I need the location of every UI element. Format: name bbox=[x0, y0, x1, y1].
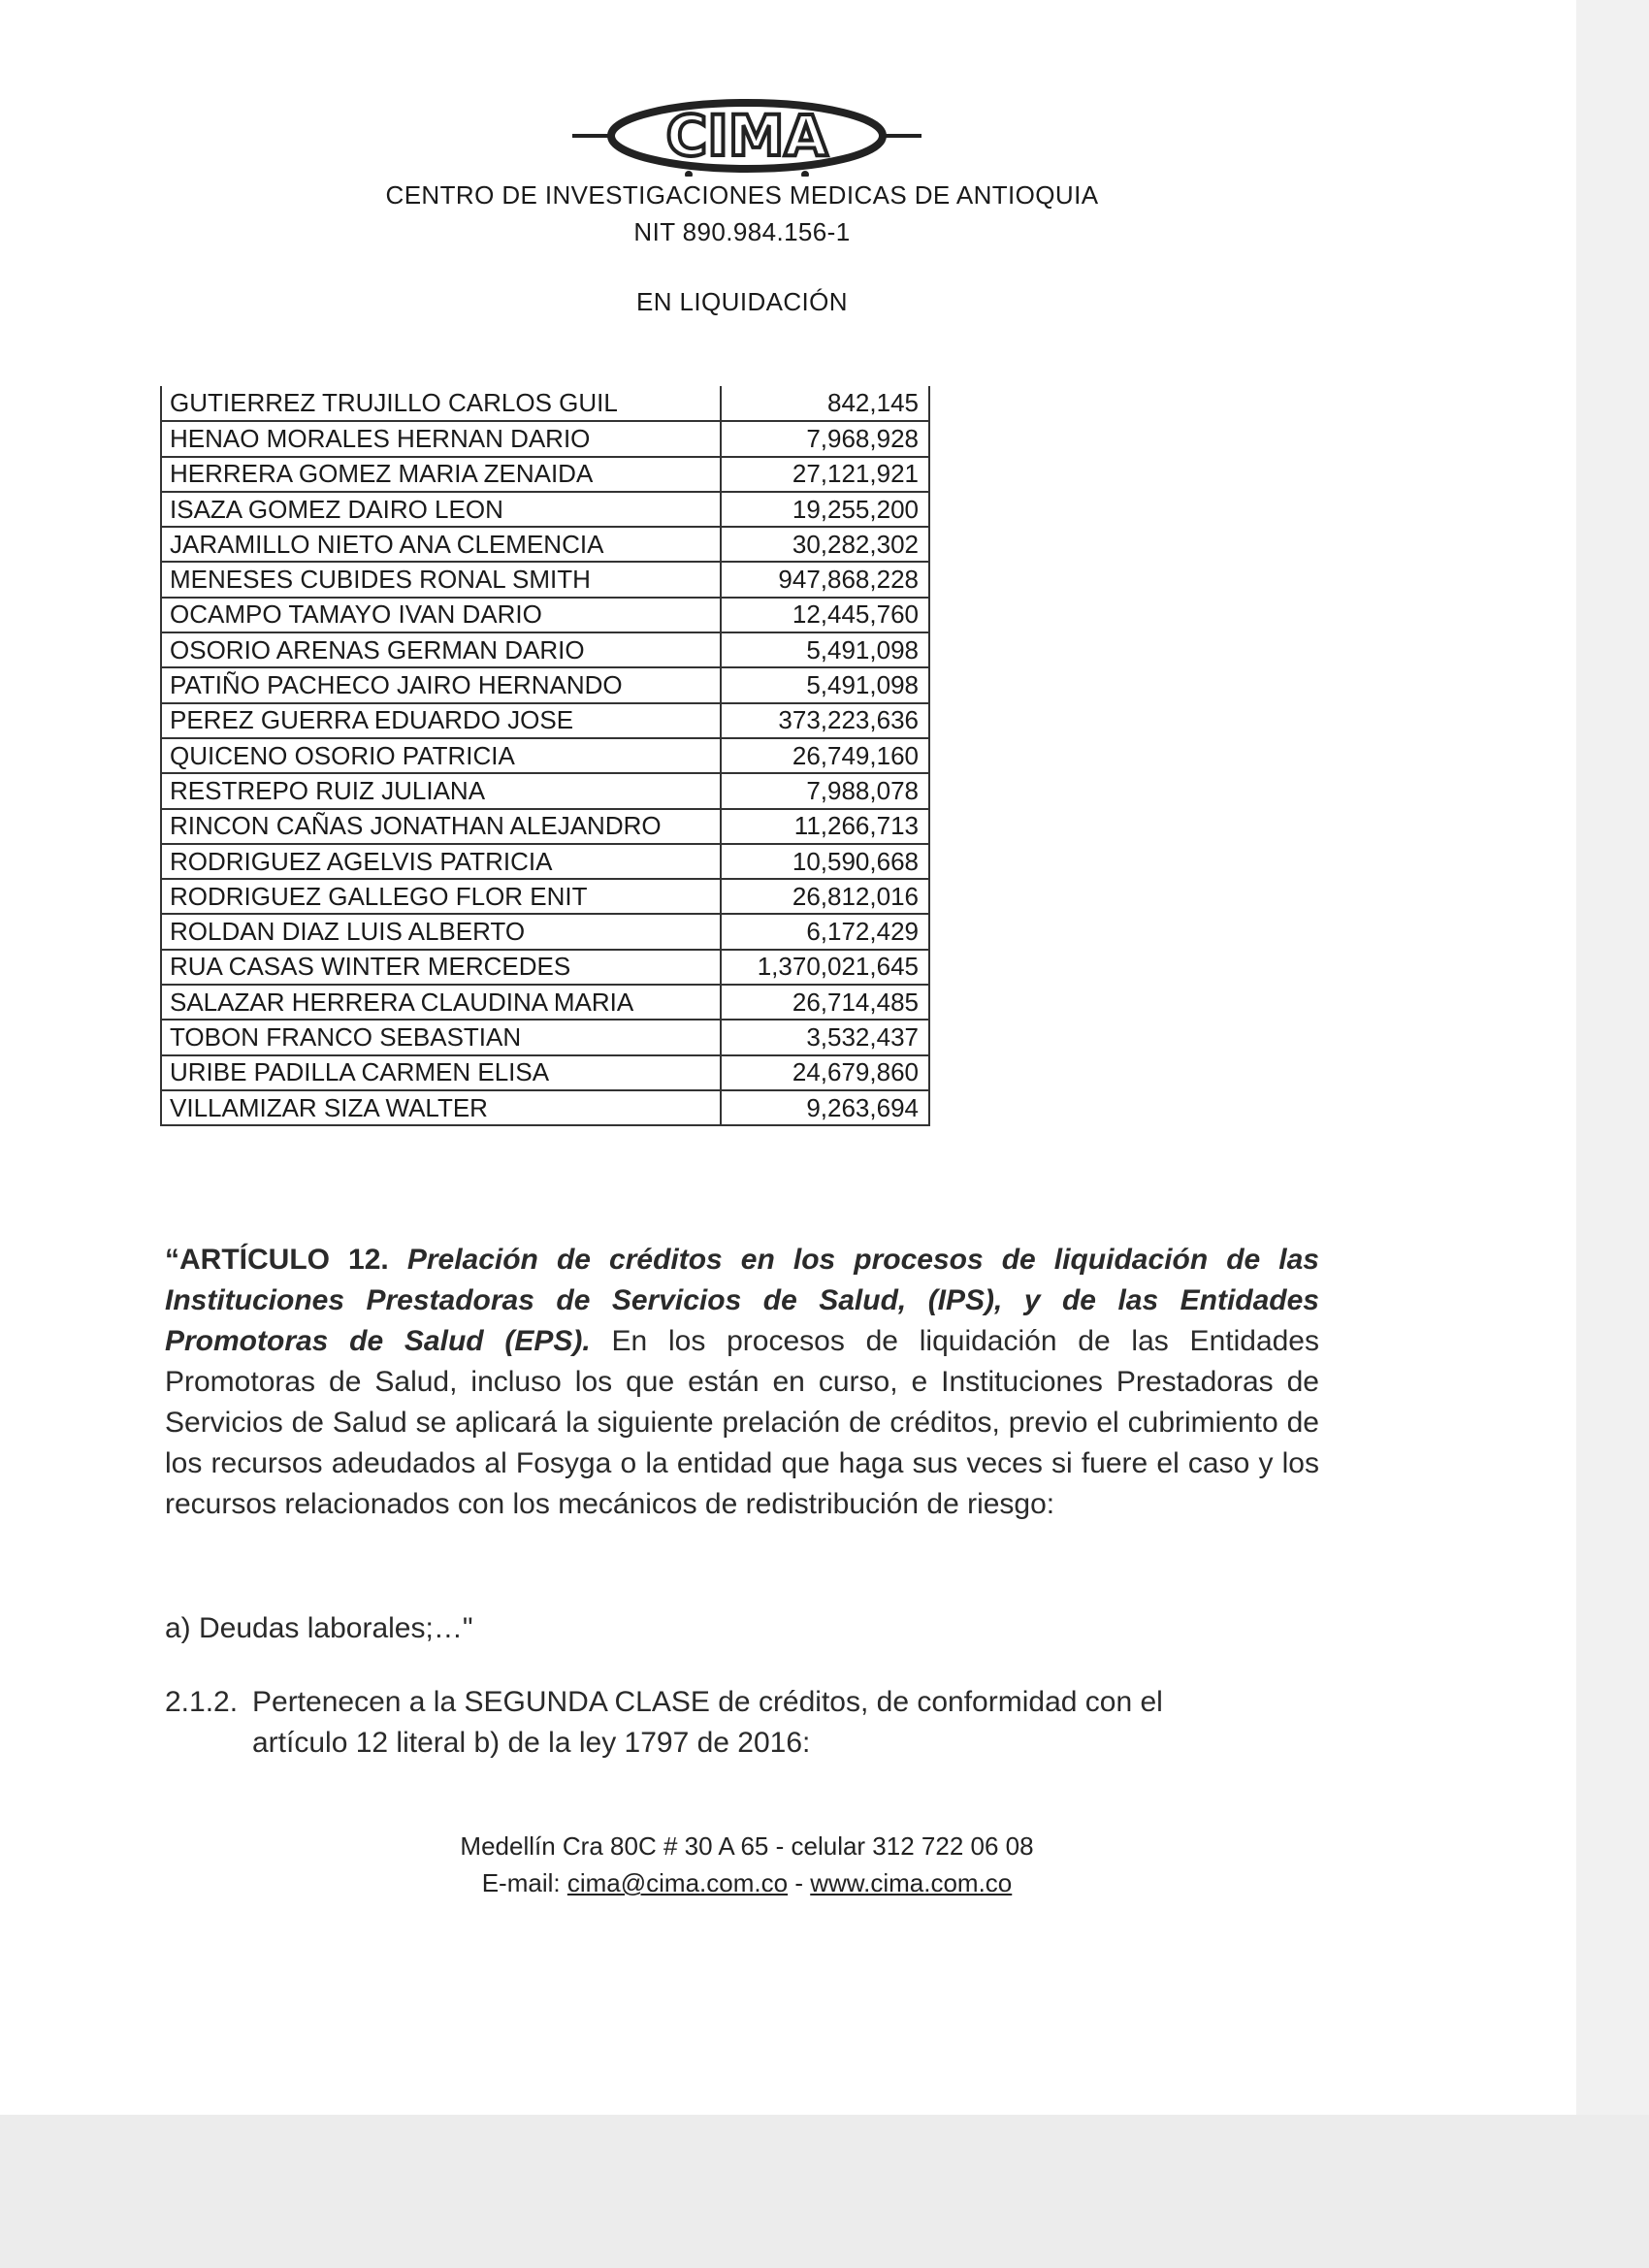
table-row bbox=[161, 492, 929, 527]
liquidation-status: EN LIQUIDACIÓN bbox=[636, 287, 848, 316]
table-row bbox=[161, 386, 929, 421]
table-row bbox=[161, 985, 929, 1020]
creditor-name: OCAMPO TAMAYO IVAN DARIO bbox=[161, 598, 721, 632]
article-12-paragraph bbox=[165, 1240, 1319, 1525]
table-row bbox=[161, 738, 929, 773]
creditor-amount: 842,145 bbox=[721, 386, 929, 421]
creditor-amount: 6,172,429 bbox=[721, 914, 929, 949]
creditor-amount: 24,679,860 bbox=[721, 1055, 929, 1090]
creditor-name: RUA CASAS WINTER MERCEDES bbox=[161, 950, 721, 985]
table-row bbox=[161, 950, 929, 985]
cima-logo bbox=[572, 89, 922, 177]
creditor-name: QUICENO OSORIO PATRICIA bbox=[161, 738, 721, 773]
clause-line-2: artículo 12 literal b) de la ley 1797 de 2016: bbox=[252, 1727, 811, 1759]
organization-nit: NIT 890.984.156-1 bbox=[633, 217, 851, 246]
footer-email-label: E-mail: bbox=[481, 1868, 561, 1897]
creditor-amount: 3,532,437 bbox=[721, 1020, 929, 1054]
creditor-name: RINCON CAÑAS JONATHAN ALEJANDRO bbox=[161, 809, 721, 844]
table-row bbox=[161, 527, 929, 562]
creditor-name: URIBE PADILLA CARMEN ELISA bbox=[161, 1055, 721, 1090]
table-row bbox=[161, 773, 929, 808]
creditor-name: HERRERA GOMEZ MARIA ZENAIDA bbox=[161, 457, 721, 492]
table-row bbox=[161, 809, 929, 844]
table-row bbox=[161, 562, 929, 597]
creditor-amount: 1,370,021,645 bbox=[721, 950, 929, 985]
creditor-amount: 26,749,160 bbox=[721, 738, 929, 773]
creditor-name: HENAO MORALES HERNAN DARIO bbox=[161, 421, 721, 456]
scan-edge-right bbox=[1576, 0, 1649, 2268]
creditor-table bbox=[160, 386, 930, 1126]
clause-2-1-2 bbox=[165, 1682, 1319, 1764]
scan-edge-bottom bbox=[0, 2115, 1649, 2268]
footer-separator: - bbox=[794, 1868, 803, 1897]
clause-number: 2.1.2. bbox=[165, 1686, 239, 1718]
organization-name: CENTRO DE INVESTIGACIONES MEDICAS DE ANTIOQUIA bbox=[385, 180, 1099, 210]
item-a: a) Deudas laborales;…" bbox=[165, 1612, 473, 1644]
creditor-name: OSORIO ARENAS GERMAN DARIO bbox=[161, 632, 721, 667]
article-open-quote: “ bbox=[165, 1244, 179, 1276]
creditor-amount: 10,590,668 bbox=[721, 844, 929, 879]
creditor-amount: 26,714,485 bbox=[721, 985, 929, 1020]
creditor-name: RODRIGUEZ AGELVIS PATRICIA bbox=[161, 844, 721, 879]
creditor-name: ROLDAN DIAZ LUIS ALBERTO bbox=[161, 914, 721, 949]
table-row bbox=[161, 1055, 929, 1090]
table-row bbox=[161, 879, 929, 914]
article-body: En los procesos de liquidación de las Entidades Promotoras de Salud, incluso los que están en curso, e Instituciones Prestadoras de Servicios de Salud se aplicará la siguiente prelación de créditos, previo el cubrimiento de los recursos adeudados al Fosyga o la entidad que haga sus veces si fuere el caso y los recursos relacionados con los mecánicos de redistribución de riesgo: bbox=[165, 1325, 1319, 1520]
creditor-name: PEREZ GUERRA EDUARDO JOSE bbox=[161, 703, 721, 738]
creditor-name: ISAZA GOMEZ DAIRO LEON bbox=[161, 492, 721, 527]
creditor-amount: 947,868,228 bbox=[721, 562, 929, 597]
creditor-amount: 26,812,016 bbox=[721, 879, 929, 914]
creditor-name: RODRIGUEZ GALLEGO FLOR ENIT bbox=[161, 879, 721, 914]
creditor-name: GUTIERREZ TRUJILLO CARLOS GUIL bbox=[161, 386, 721, 421]
creditor-amount: 9,263,694 bbox=[721, 1090, 929, 1125]
creditor-name: TOBON FRANCO SEBASTIAN bbox=[161, 1020, 721, 1054]
creditor-name: PATIÑO PACHECO JAIRO HERNANDO bbox=[161, 667, 721, 702]
clause-line-1: Pertenecen a la SEGUNDA CLASE de créditos, de conformidad con el bbox=[252, 1686, 1163, 1718]
creditor-amount: 5,491,098 bbox=[721, 667, 929, 702]
creditor-amount: 19,255,200 bbox=[721, 492, 929, 527]
table-row bbox=[161, 1020, 929, 1054]
article-title: Prelación de créditos en los procesos de liquidación de las Instituciones Prestadoras de Servicios de Salud, (IPS), y de las Entidades Promotoras de Salud (EPS). bbox=[165, 1244, 1319, 1357]
creditor-name: JARAMILLO NIETO ANA CLEMENCIA bbox=[161, 527, 721, 562]
creditor-name: SALAZAR HERRERA CLAUDINA MARIA bbox=[161, 985, 721, 1020]
table-row bbox=[161, 844, 929, 879]
creditor-amount: 5,491,098 bbox=[721, 632, 929, 667]
creditor-amount: 7,988,078 bbox=[721, 773, 929, 808]
creditor-amount: 30,282,302 bbox=[721, 527, 929, 562]
creditor-amount: 373,223,636 bbox=[721, 703, 929, 738]
table-row bbox=[161, 703, 929, 738]
table-row bbox=[161, 914, 929, 949]
creditor-amount: 12,445,760 bbox=[721, 598, 929, 632]
creditor-amount: 7,968,928 bbox=[721, 421, 929, 456]
table-row bbox=[161, 632, 929, 667]
footer-contact bbox=[0, 1868, 1494, 1898]
creditor-name: MENESES CUBIDES RONAL SMITH bbox=[161, 562, 721, 597]
table-row bbox=[161, 421, 929, 456]
creditor-name: VILLAMIZAR SIZA WALTER bbox=[161, 1090, 721, 1125]
table-row bbox=[161, 667, 929, 702]
table-row bbox=[161, 598, 929, 632]
table-row bbox=[161, 457, 929, 492]
footer-email-link[interactable]: cima@cima.com.co bbox=[566, 1868, 789, 1897]
creditor-amount: 11,266,713 bbox=[721, 809, 929, 844]
footer-address: Medellín Cra 80C # 30 A 65 - celular 312 722 06 08 bbox=[460, 1831, 1034, 1861]
article-label: ARTÍCULO 12. bbox=[179, 1244, 389, 1276]
footer-website-link[interactable]: www.cima.com.co bbox=[810, 1868, 1013, 1897]
table-row bbox=[161, 1090, 929, 1125]
logo-text: CIMA bbox=[665, 103, 828, 169]
creditor-name: RESTREPO RUIZ JULIANA bbox=[161, 773, 721, 808]
creditor-amount: 27,121,921 bbox=[721, 457, 929, 492]
